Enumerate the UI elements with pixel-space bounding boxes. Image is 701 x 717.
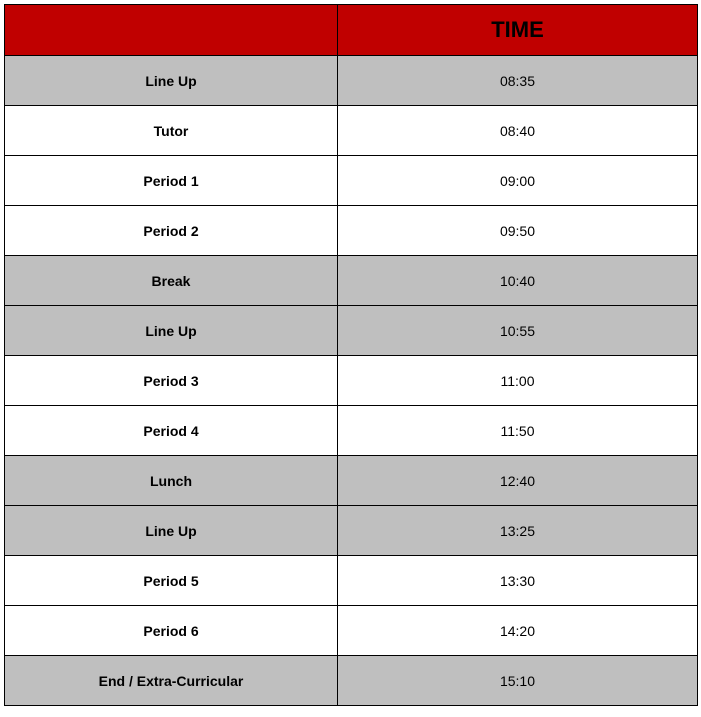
period-cell: Lunch — [5, 456, 338, 506]
time-cell: 12:40 — [338, 456, 698, 506]
time-cell: 13:25 — [338, 506, 698, 556]
table-row — [5, 306, 698, 356]
table-row — [5, 106, 698, 156]
period-cell: Period 1 — [5, 156, 338, 206]
table-row — [5, 156, 698, 206]
period-cell: Period 6 — [5, 606, 338, 656]
time-cell: 11:00 — [338, 356, 698, 406]
table-row — [5, 606, 698, 656]
table-row — [5, 506, 698, 556]
table-row — [5, 456, 698, 506]
time-cell: 10:55 — [338, 306, 698, 356]
time-cell: 14:20 — [338, 606, 698, 656]
table-row — [5, 206, 698, 256]
period-cell: Line Up — [5, 506, 338, 556]
time-cell: 08:40 — [338, 106, 698, 156]
period-cell: Line Up — [5, 56, 338, 106]
time-cell: 10:40 — [338, 256, 698, 306]
period-cell: Period 3 — [5, 356, 338, 406]
period-cell: Period 5 — [5, 556, 338, 606]
period-cell: Period 2 — [5, 206, 338, 256]
period-cell: Line Up — [5, 306, 338, 356]
table-row — [5, 556, 698, 606]
table-row — [5, 406, 698, 456]
header-time-cell: TIME — [338, 5, 698, 56]
schedule-table — [4, 4, 698, 706]
period-cell: Break — [5, 256, 338, 306]
time-cell: 11:50 — [338, 406, 698, 456]
schedule-body — [5, 56, 698, 706]
time-cell: 09:50 — [338, 206, 698, 256]
period-cell: Period 4 — [5, 406, 338, 456]
time-cell: 08:35 — [338, 56, 698, 106]
header-row — [5, 5, 698, 56]
time-cell: 15:10 — [338, 656, 698, 706]
table-row — [5, 656, 698, 706]
table-row — [5, 56, 698, 106]
table-row — [5, 356, 698, 406]
header-period-cell — [5, 5, 338, 56]
period-cell: End / Extra-Curricular — [5, 656, 338, 706]
time-cell: 09:00 — [338, 156, 698, 206]
table-row — [5, 256, 698, 306]
time-cell: 13:30 — [338, 556, 698, 606]
period-cell: Tutor — [5, 106, 338, 156]
